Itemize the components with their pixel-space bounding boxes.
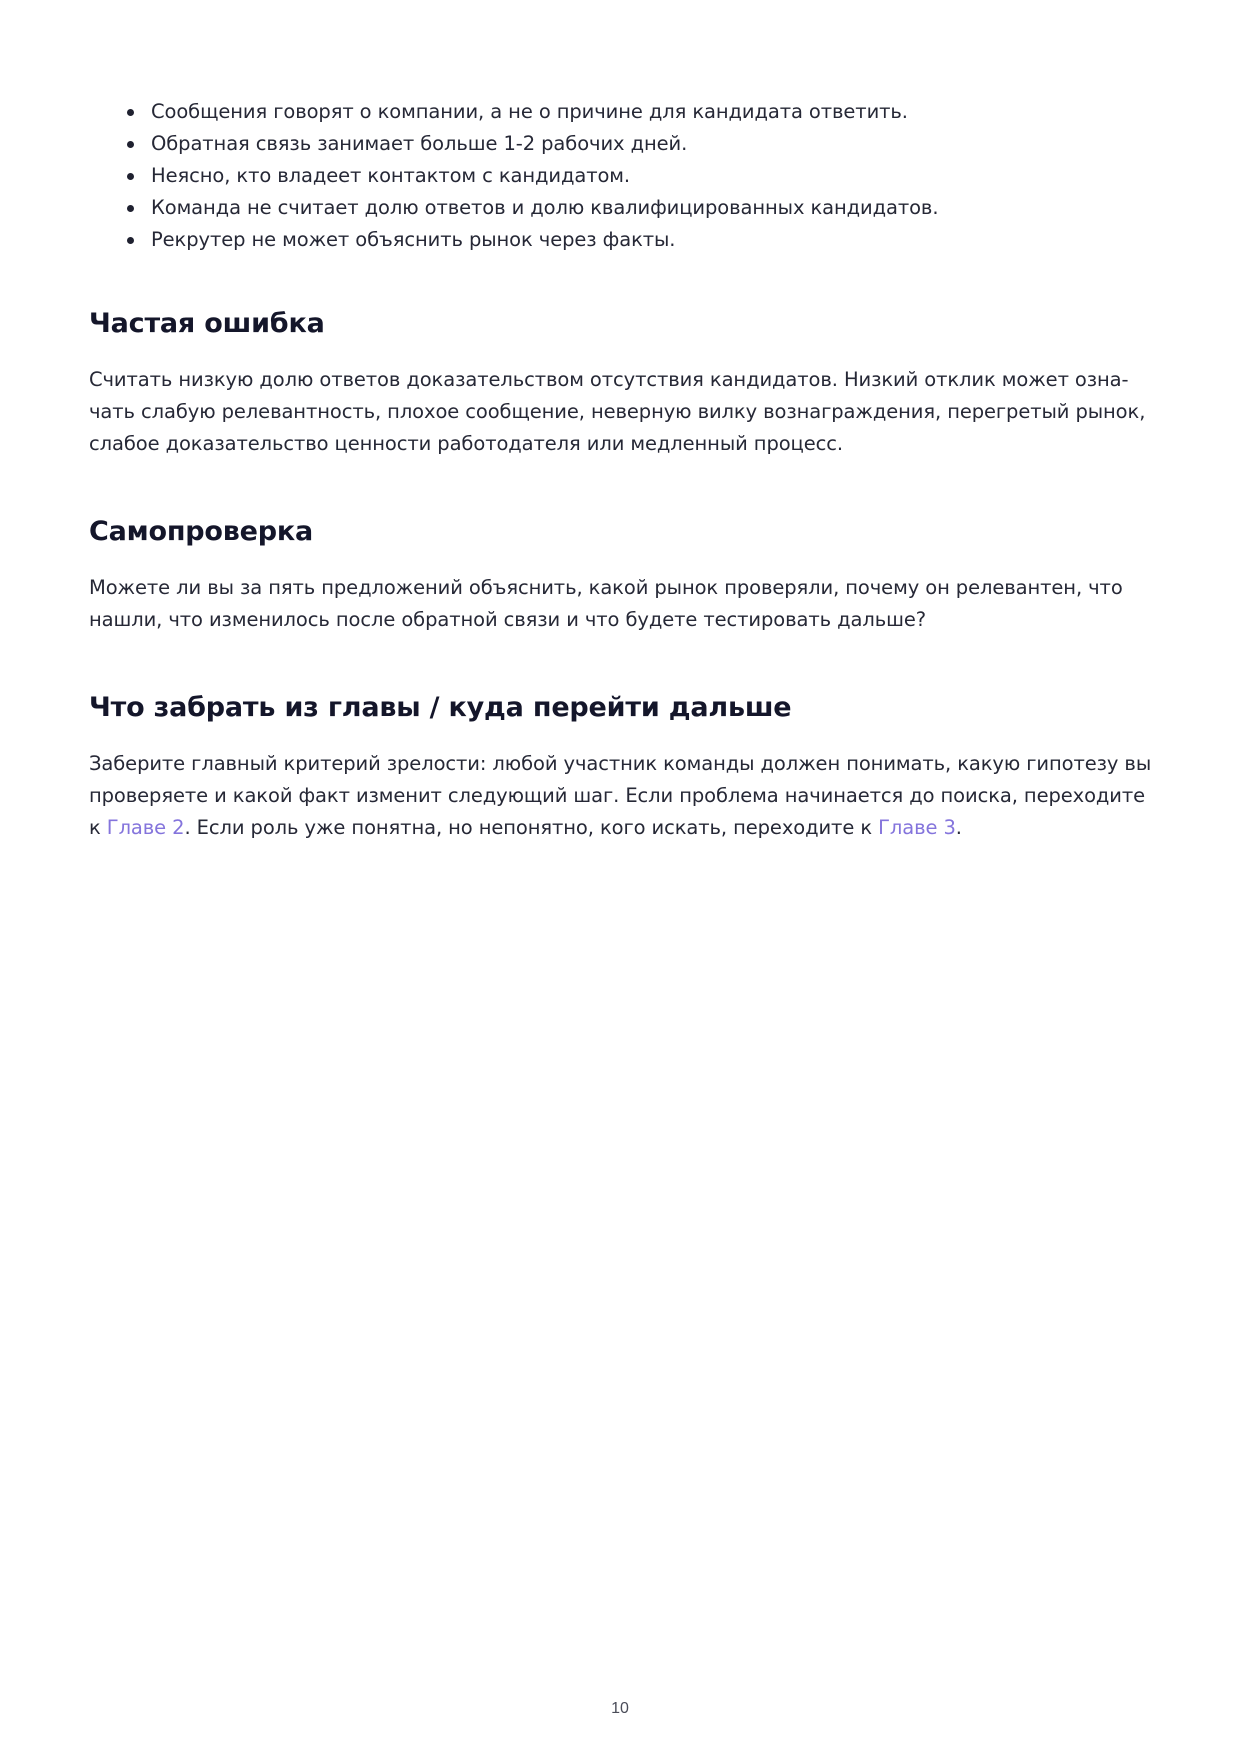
list-item: Команда не считает долю ответов и долю квалифицированных кандидатов.: [151, 192, 1164, 224]
paragraph-text: к: [89, 816, 107, 839]
paragraph-line: Заберите главный критерий зрелости: любой участник команды должен понимать, какую гипотезу вы: [89, 752, 1152, 775]
document-page: [89, 96, 1164, 844]
list-item: Обратная связь занимает больше 1-2 рабочих дней.: [151, 128, 1164, 160]
chapter-3-link[interactable]: Главе 3: [878, 816, 956, 839]
paragraph-line: Считать низкую долю ответов доказательством отсутствия кандидатов. Низкий отклик может озна-: [89, 368, 1129, 391]
warning-signs-list: [89, 96, 1164, 256]
paragraph-text: . Если роль уже понятна, но непонятно, кого искать, переходите к: [184, 816, 879, 839]
list-item: Рекрутер не может объяснить рынок через факты.: [151, 224, 1164, 256]
paragraph-line: нашли, что изменилось после обратной связи и что будете тестировать дальше?: [89, 608, 926, 631]
page-number: 10: [611, 1700, 629, 1717]
paragraph-text: .: [955, 816, 962, 839]
paragraph-line: чать слабую релевантность, плохое сообщение, неверную вилку вознаграждения, перегретый рынок,: [89, 400, 1146, 423]
common-error-paragraph: [89, 364, 1164, 460]
heading-takeaway: Что забрать из главы / куда перейти дальше: [89, 692, 792, 723]
takeaway-paragraph: [89, 748, 1164, 844]
self-check-paragraph: [89, 572, 1164, 636]
heading-self-check: Самопроверка: [89, 516, 314, 547]
paragraph-line: Можете ли вы за пять предложений объяснить, какой рынок проверяли, почему он релевантен, что: [89, 576, 1123, 599]
chapter-2-link[interactable]: Главе 2: [106, 816, 185, 839]
paragraph-line: проверяете и какой факт изменит следующий шаг. Если проблема начинается до поиска, переходите: [89, 784, 1146, 807]
list-item: Неясно, кто владеет контактом с кандидатом.: [151, 160, 1164, 192]
list-item: Сообщения говорят о компании, а не о причине для кандидата ответить.: [151, 96, 1164, 128]
paragraph-line: слабое доказательство ценности работодателя или медленный процесс.: [89, 432, 843, 455]
heading-common-error: Частая ошибка: [89, 308, 325, 339]
